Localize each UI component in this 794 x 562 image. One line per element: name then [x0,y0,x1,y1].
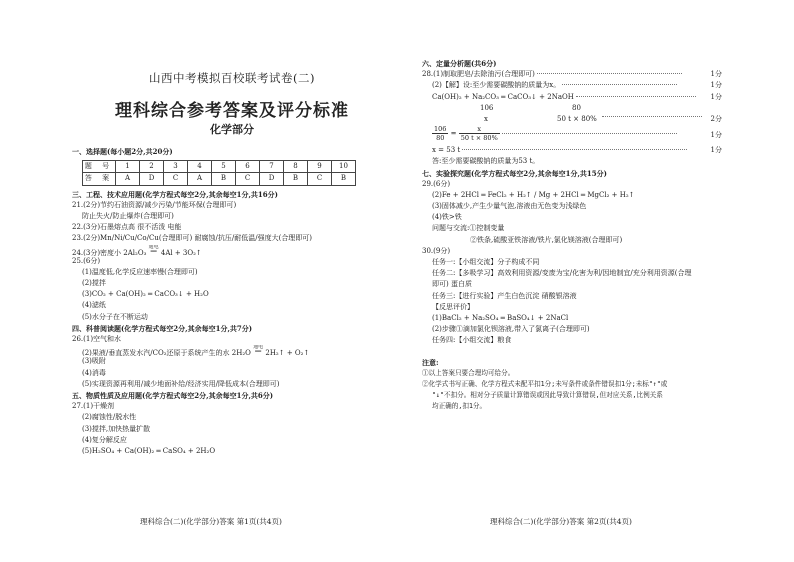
answer-text: 2H₂↑ + O₂↑ [265,349,310,357]
section-heading: 三、工程、技术应用题(化学方程式每空2分,其余每空1分,共16分) [72,189,278,199]
answer-line: 任务三:【进行实验】产生白色沉淀 硝酸银溶液 [432,291,577,300]
question-number: 6 [236,161,260,173]
answer-line: (2)搅拌 [82,279,106,288]
fraction [432,125,448,142]
answer-line: 防止失火/防止爆炸(合理即可) [82,211,174,220]
question-number: 9 [308,161,332,173]
leader-dots [576,96,696,97]
fraction-denominator: 80 [436,134,445,143]
equation: Ca(OH)₂ + Na₂CO₃ ═ CaCO₃↓ + 2NaOH [432,92,574,101]
answer-text: (2)【解】设:至少需要碳酸钠的质量为x。 [432,81,561,90]
answer-cell: A [116,173,140,185]
answer-line: 30.(9分) [422,246,451,255]
score: 2分 [710,114,722,123]
question-number: 1 [116,161,140,173]
question-number: 7 [260,161,284,173]
question-number: 5 [212,161,236,173]
answer-line: (1)BaCl₂ + Na₂SO₄ ═ BaSO₄↓ + 2NaCl [432,313,569,322]
section-heading: 四、科普阅读题(化学方程式每空2分,其余每空1分,共7分) [72,323,253,333]
score: 1分 [710,131,722,140]
answer-text: 4Al + 3O₂↑ [160,248,202,256]
leader-dots [502,133,677,134]
answer-text: 28.(1)制取肥皂/去除油污(合理即可) [422,70,535,79]
molar-mass: 80 [572,103,581,112]
answer-line [422,114,722,125]
answer-line: 26.(1)空气和水 [72,335,122,344]
answer-line: 25.(6分) [72,256,101,265]
score: 1分 [710,146,722,155]
answer-line: (3)搅拌,加快热量扩散 [82,424,151,433]
right-column [422,58,722,412]
row-label: 题 号 [83,161,116,173]
answer-line: 问题与交流:①控制变量 [432,224,505,233]
section-subtitle: 化学部分 [210,123,254,136]
answer-line [422,80,722,91]
question-number: 8 [284,161,308,173]
equals-sign: = [450,129,457,138]
answer-cell: C [308,173,332,185]
answer-text: (2)果液/垂直蒸发水汽/CO₂还原于系统产生的水 2H₂O [82,349,251,357]
fraction-denominator: 50 t × 80% [460,134,498,143]
leader-dots [462,149,687,150]
answer-line: 即可) 蛋白质 [432,280,472,289]
answer-line: 任务四:【小组交流】粮食 [432,336,512,345]
answer-line: (4)滤纸 [82,301,106,310]
score: 1分 [710,92,722,101]
answer-line: 任务二:【多吸学习】高效利用资源/变废为宝/化害为利/因地制宜/充分利用资源(合理 [432,269,692,278]
answer-row [83,173,356,185]
question-number: 3 [164,161,188,173]
answer-line: (4)复分解反应 [82,435,127,444]
unknown-mass: x [484,114,488,123]
section-heading: 五、物质性质及应用题(化学方程式每空2分,其余每空1分,共6分) [72,390,274,400]
answer-line: (5)实现资源再利用/减少地面补给/经济实用/降低成本(合理即可) [82,379,280,388]
note-line: "↓"不扣分。相对分子质量计算错误或因此导致计算错误,但对应关系,比例关系 [432,391,663,400]
answer-line: (3)CO₂ + Ca(OH)₂ ═ CaCO₃↓ + H₂O [82,290,209,299]
note-line: 均正确的,扣1分。 [432,402,487,411]
known-mass: 50 t × 80% [557,114,597,123]
answer-text: x = 53 t [432,146,461,155]
reaction-condition: 通电 [253,345,264,351]
page-title: 理科综合参考答案及评分标准 [115,101,349,121]
question-number: 10 [332,161,356,173]
answer-line: 27.(1)干燥剂 [72,402,115,411]
leader-dots [602,116,702,117]
answer-line [422,92,722,103]
answer-cell: A [188,173,212,185]
left-column [72,146,392,457]
answer-line: (3)吸附 [82,357,106,366]
question-number: 2 [140,161,164,173]
question-number: 4 [188,161,212,173]
fraction [459,125,500,142]
fraction-numerator: 106 [434,125,447,134]
answer-line: (3)固体减少,产生少量气泡,溶液由无色变为浅绿色 [432,202,587,211]
answer-line: (2)步骤①滴加氯化钡溶液,带入了氯离子(合理即可) [432,325,590,334]
answer-cell: B [284,173,308,185]
question-row [83,161,356,173]
answer-line: (5)H₂SO₄ + Ca(OH)₂ ═ CaSO₄ + 2H₂O [82,446,216,455]
answer-cell: B [332,173,356,185]
reaction-condition: 通电 [148,244,159,250]
reaction-arrow: 通电 ══ [148,244,159,255]
answer-line: 22.(3分)石墨熔点高 很不活泼 电能 [72,223,182,232]
answer-line: ②铁条,硫酸亚铁溶液/铁片,氯化镁溶液(合理即可) [470,235,623,244]
answer-line [72,345,392,356]
answer-cell: C [236,173,260,185]
exam-title: 山西中考模拟百校联考试卷(二) [149,71,315,85]
leader-dots [562,84,677,85]
section-heading: 七、实验探究题(化学方程式每空2分,其余每空1分,共15分) [422,168,607,178]
page-footer: 理科综合(二)(化学部分)答案 第1页(共4页) [140,517,282,526]
section-heading: 一、选择题(每小题2分,共20分) [72,147,173,156]
answer-line: (2)腐蚀性/脱水性 [82,413,137,422]
answer-line: 29.(6分) [422,179,451,188]
section-heading: 六、定量分析题(共6分) [422,59,497,68]
score: 1分 [710,70,722,79]
molar-mass: 106 [480,103,494,112]
answer-line: (1)温度低,化学反应速率慢(合理即可) [82,267,198,276]
answer-line: (2)Fe + 2HCl ═ FeCl₂ + H₂↑ / Mg + 2HCl ═ MgCl₂ + H₂↑ [432,190,635,199]
reaction-arrow: 通电 ══ [253,345,264,356]
answer-table [82,160,356,185]
answer-cell: D [260,173,284,185]
answer-line: (4)铁>铁 [432,213,462,222]
score: 1分 [710,81,722,90]
answer-line [422,145,722,156]
answer-text: 24.(3分)密度小 2Al₂O₃ [72,248,147,256]
note-heading: 注意: [422,357,439,367]
answer-line [422,103,722,114]
answer-line: (5)水分子在不断运动 [82,312,148,321]
proportion-line [422,125,722,145]
answer-line: 答:至少需要碳酸钠的质量为53 t。 [432,157,540,166]
answer-line: 23.(2分)Mn/Ni/Cu/Co/Cu(合理即可) 耐腐蚀/抗压/耐低温/强度大(合理即可) [72,234,313,243]
answer-line: 21.(2分)节约石油资源/减少污染/节能环保(合理即可) [72,200,237,209]
answer-cell: D [140,173,164,185]
note-line: ①以上答案只要合理均可给分。 [422,368,515,377]
page-footer: 理科综合(二)(化学部分)答案 第2页(共4页) [490,517,632,526]
row-label: 答 案 [83,173,116,185]
answer-line: 任务一:【小组交流】分子构成不同 [432,258,540,266]
answer-cell: B [212,173,236,185]
leader-dots [537,73,682,74]
answer-line [72,245,392,256]
answer-line [422,69,722,80]
answer-line: 【反思评价】 [432,302,474,311]
answer-cell: C [164,173,188,185]
note-line: ②化学式书写正确、化学方程式未配平扣1分;未写条件或条件错误扣1分;未标"↑"或 [422,379,668,388]
answer-line: (4)消毒 [82,368,106,377]
fraction-numerator: x [459,125,500,134]
